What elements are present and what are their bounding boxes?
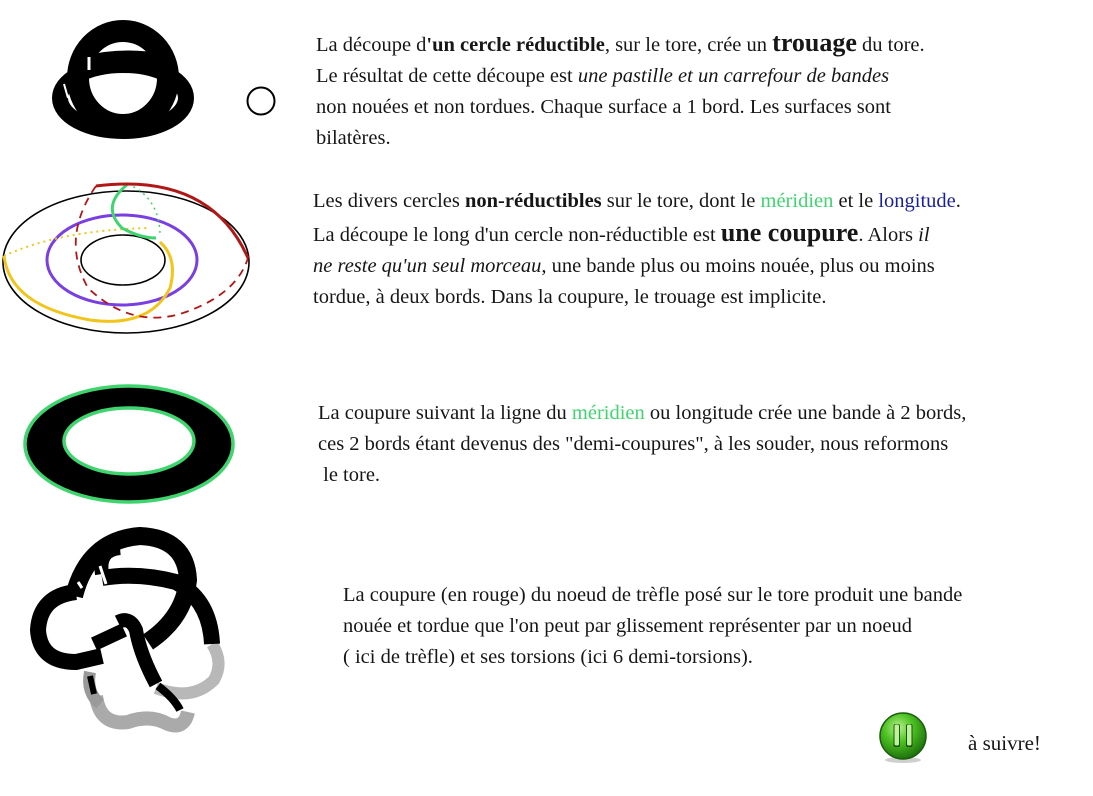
s2-il: il: [918, 224, 930, 246]
s1-pastille: une pastille et un carrefour de bandes: [577, 65, 890, 87]
s1-t1: La découpe d: [316, 34, 427, 56]
s1-t6: Le résultat de cette découpe est: [316, 65, 578, 87]
s3-t3: ou longitude crée une bande à 2 bords,: [644, 402, 967, 424]
section-meridian-cut-text: [318, 398, 1088, 491]
s2-t1: Les divers cercles: [313, 190, 465, 212]
s2-t14: tordue, à deux bords. Dans la coupure, le trouage est implicite.: [313, 286, 827, 308]
s4-t1: La coupure (en rouge) du noeud de trèfle posé sur le tore produit une bande: [343, 584, 963, 606]
torus-circles-figure: [0, 178, 256, 338]
s4-t2: nouée et tordue que l'on peut par glissement représenter par un noeud: [343, 615, 912, 637]
next-link[interactable]: à suivre!: [968, 731, 1041, 755]
s2-t13: , une bande plus ou moins nouée, plus ou moins: [541, 255, 935, 277]
s1-t5: du tore.: [856, 34, 925, 56]
section-trefoil-cut-text: [343, 580, 1088, 673]
section-reducible-circle-text: [316, 27, 1076, 154]
s2-t8: La découpe le long d'un cercle non-réductible est: [313, 224, 721, 246]
s2-meridien: méridien: [760, 190, 834, 212]
s3-t1: La coupure suivant la ligne du: [318, 402, 572, 424]
s3-t4: ces 2 bords étant devenus des "demi-coupures", à les souder, nous reformons: [318, 433, 949, 455]
s3-t5: le tore.: [318, 464, 381, 486]
torus-cut-reducible-figure: [44, 12, 204, 147]
s2-longitude: longitude: [878, 190, 956, 212]
s1-t8: non nouées et non tordues. Chaque surface a 1 bord. Les surfaces sont: [316, 96, 891, 118]
s1-t3: , sur le tore, crée un: [604, 34, 773, 56]
s4-t3: ( ici de trèfle) et ses torsions (ici 6 demi-torsions).: [343, 646, 753, 668]
band-two-borders-figure: [16, 378, 242, 512]
s2-t5: et le: [833, 190, 879, 212]
s2-une-coupure: une coupure: [720, 218, 859, 247]
s1-t9: bilatères.: [316, 127, 391, 149]
s3-meridien: méridien: [571, 402, 645, 424]
s2-t3: sur le tore, dont le: [601, 190, 761, 212]
s1-reducible-circle: 'un cercle réductible: [426, 34, 605, 56]
s2-seul-morceau: ne reste qu'un seul morceau: [313, 255, 542, 277]
section-non-reducible-circles-text: [313, 186, 1088, 313]
s2-t7: .: [955, 190, 961, 212]
pastille-circle-figure: [244, 84, 278, 118]
pause-icon[interactable]: [876, 711, 930, 765]
s2-t10: . Alors: [858, 224, 919, 246]
s2-non-reductibles: non-réductibles: [464, 190, 602, 212]
trefoil-knot-band-figure: [28, 526, 228, 738]
s1-trouage: trouage: [772, 28, 857, 57]
